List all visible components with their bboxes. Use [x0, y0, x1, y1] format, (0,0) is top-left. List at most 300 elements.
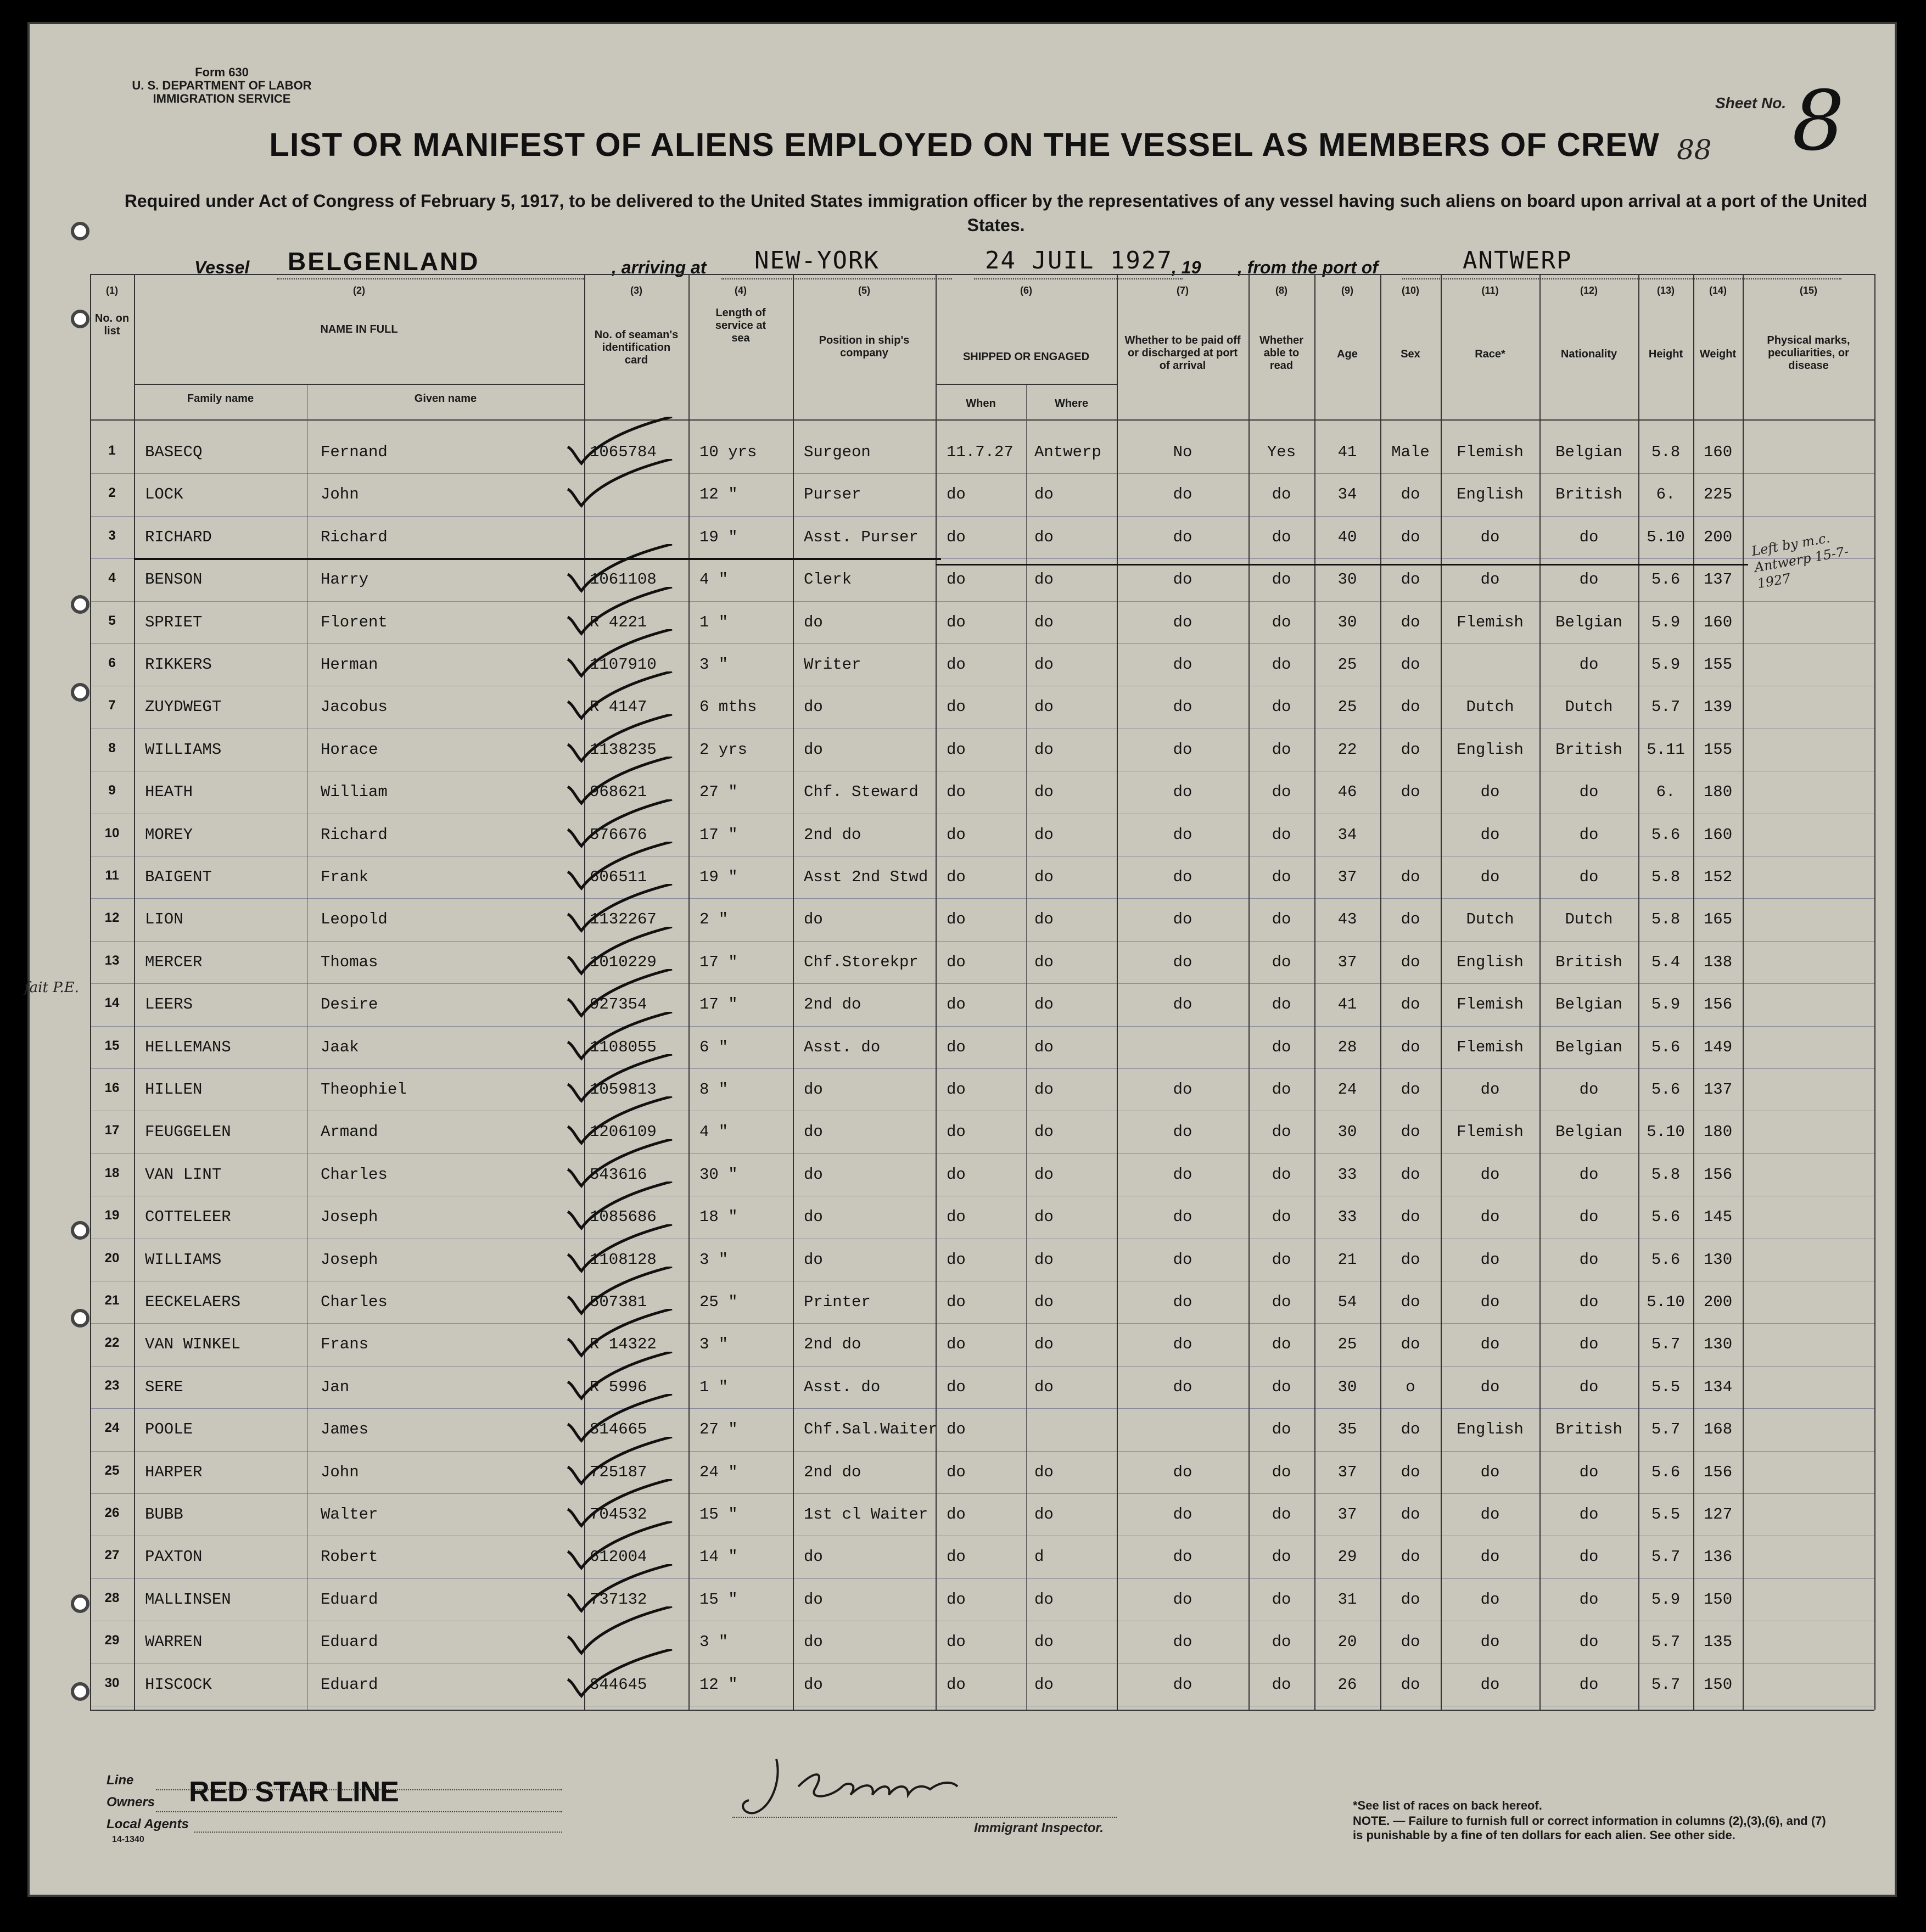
- cell-paid: do: [1173, 1548, 1192, 1566]
- cell-no: 27: [104, 1548, 120, 1563]
- cell-when: do: [947, 783, 966, 802]
- cell-service: 2 yrs: [699, 740, 748, 759]
- cell-position: do: [804, 613, 823, 631]
- cell-where: do: [1034, 825, 1054, 844]
- cell-service: 17 ": [699, 995, 738, 1014]
- cell-race: Dutch: [1466, 698, 1514, 716]
- cell-race: do: [1480, 1080, 1500, 1099]
- cell-height: 5.7: [1651, 1548, 1681, 1566]
- cell-read: do: [1272, 1335, 1291, 1354]
- table-row: [90, 985, 1874, 1028]
- cell-card: 1107910: [590, 656, 657, 674]
- cell-sex: do: [1401, 1038, 1420, 1056]
- cell-given: Frank: [321, 868, 369, 886]
- cell-race: Dutch: [1466, 910, 1514, 929]
- cell-sex: do: [1401, 1208, 1420, 1227]
- cell-when: do: [947, 1038, 966, 1056]
- cell-paid: do: [1173, 1165, 1192, 1184]
- cell-given: Herman: [321, 656, 378, 674]
- cell-service: 27 ": [699, 783, 738, 802]
- cell-nationality: do: [1579, 1335, 1599, 1354]
- header-name-in-full: NAME IN FULL: [320, 323, 398, 335]
- cell-where: do: [1034, 485, 1054, 504]
- cell-height: 5.8: [1651, 868, 1681, 886]
- cell-when: do: [947, 995, 966, 1014]
- cell-age: 41: [1337, 443, 1357, 461]
- cell-no: 9: [108, 783, 116, 798]
- cell-read: do: [1272, 783, 1291, 802]
- header-paid-off: Whether to be paid off or discharged at port of arrival: [1124, 334, 1241, 372]
- cell-where: do: [1034, 1463, 1054, 1481]
- cell-height: 5.7: [1651, 1335, 1681, 1354]
- cell-family: FEUGGELEN: [145, 1123, 231, 1141]
- cell-when: do: [947, 1208, 966, 1227]
- punch-hole: [71, 595, 89, 614]
- cell-card: 725187: [590, 1463, 647, 1481]
- cell-height: 5.6: [1651, 1208, 1681, 1227]
- cell-position: Asst. do: [804, 1377, 881, 1396]
- header-nationality: Nationality: [1560, 348, 1617, 360]
- cell-position: do: [804, 1675, 823, 1694]
- table-row: [90, 1028, 1874, 1071]
- cell-position: do: [804, 1080, 823, 1099]
- cell-race: English: [1457, 1420, 1524, 1439]
- header-card-number: No. of seaman's identification card: [594, 329, 679, 366]
- cell-family: ZUYDWEGT: [145, 698, 222, 716]
- cell-given: Frans: [321, 1335, 369, 1354]
- cell-card: 612004: [590, 1548, 647, 1566]
- cell-height: 5.5: [1651, 1505, 1681, 1524]
- from-port-label: , from the port of: [1238, 257, 1378, 277]
- header-position: Position in ship's company: [819, 334, 910, 359]
- cell-paid: do: [1173, 1377, 1192, 1396]
- cell-weight: 149: [1703, 1038, 1733, 1056]
- punch-hole: [71, 310, 89, 328]
- cell-service: 15 ": [699, 1590, 738, 1609]
- cell-where: do: [1034, 1038, 1054, 1056]
- cell-service: 3 ": [699, 656, 729, 674]
- cell-no: 12: [104, 910, 120, 926]
- cell-nationality: Belgian: [1555, 1123, 1622, 1141]
- cell-sex: do: [1401, 1420, 1420, 1439]
- cell-no: 19: [104, 1208, 120, 1223]
- cell-nationality: do: [1579, 528, 1599, 546]
- cell-read: do: [1272, 656, 1291, 674]
- cell-position: Asst. do: [804, 1038, 881, 1056]
- cell-service: 12 ": [699, 1675, 738, 1694]
- cell-sex: do: [1401, 1463, 1420, 1481]
- cell-service: 4 ": [699, 570, 729, 589]
- cell-given: Leopold: [321, 910, 388, 929]
- cell-race: Flemish: [1457, 995, 1524, 1014]
- cell-given: Thomas: [321, 953, 378, 971]
- cell-where: do: [1034, 1505, 1054, 1524]
- year-label: , 19: [1172, 257, 1201, 277]
- cell-family: LOCK: [145, 485, 183, 504]
- cell-paid: do: [1173, 1208, 1192, 1227]
- cell-where: do: [1034, 1633, 1054, 1651]
- cell-age: 34: [1337, 485, 1357, 504]
- table-row: [90, 688, 1874, 730]
- cell-sex: do: [1401, 783, 1420, 802]
- cell-race: do: [1480, 1377, 1500, 1396]
- cell-paid: do: [1173, 783, 1192, 802]
- cell-no: 29: [104, 1633, 120, 1648]
- cell-when: do: [947, 485, 966, 504]
- local-agents-label: Local Agents: [107, 1817, 189, 1832]
- cell-sex: do: [1401, 740, 1420, 759]
- cell-when: do: [947, 1123, 966, 1141]
- cell-card: 1138235: [590, 740, 657, 759]
- cell-when: do: [947, 1548, 966, 1566]
- cell-where: do: [1034, 1293, 1054, 1311]
- cell-given: Jan: [321, 1377, 350, 1396]
- table-bottom-rule: [90, 1710, 1874, 1711]
- table-row: [90, 858, 1874, 900]
- cell-card: 968621: [590, 783, 647, 802]
- cell-given: Richard: [321, 528, 388, 546]
- cell-service: 19 ": [699, 528, 738, 546]
- cell-age: 37: [1337, 868, 1357, 886]
- table-row: [90, 1368, 1874, 1410]
- header-weight: Weight: [1699, 348, 1737, 360]
- cell-when: do: [947, 1080, 966, 1099]
- sheet-number-label: Sheet No.: [1715, 94, 1787, 111]
- cell-given: Desire: [321, 995, 378, 1014]
- cell-where: do: [1034, 1123, 1054, 1141]
- cell-paid: do: [1173, 1505, 1192, 1524]
- cell-height: 5.6: [1651, 825, 1681, 844]
- cell-family: POOLE: [145, 1420, 193, 1439]
- cell-where: do: [1034, 1675, 1054, 1694]
- department-name: U. S. DEPARTMENT OF LABOR: [132, 79, 312, 92]
- cell-age: 20: [1337, 1633, 1357, 1651]
- cell-weight: 156: [1703, 1463, 1733, 1481]
- punch-hole: [71, 1309, 89, 1328]
- cell-race: English: [1457, 953, 1524, 971]
- row3-strike-line-2: [936, 564, 1748, 565]
- header-height: Height: [1648, 348, 1683, 360]
- cell-age: 41: [1337, 995, 1357, 1014]
- cell-height: 5.6: [1651, 1038, 1681, 1056]
- cell-sex: do: [1401, 1080, 1420, 1099]
- punch-hole: [71, 1594, 89, 1613]
- header-bottom-rule: [90, 419, 1874, 421]
- table-row: [90, 518, 1874, 561]
- cell-card: 704532: [590, 1505, 647, 1524]
- cell-where: do: [1034, 1080, 1054, 1099]
- cell-when: do: [947, 570, 966, 589]
- cell-paid: do: [1173, 868, 1192, 886]
- cell-read: do: [1272, 995, 1291, 1014]
- cell-sex: do: [1401, 570, 1420, 589]
- cell-sex: do: [1401, 656, 1420, 674]
- cell-age: 37: [1337, 953, 1357, 971]
- cell-age: 30: [1337, 1123, 1357, 1141]
- cell-nationality: do: [1579, 783, 1599, 802]
- cell-sex: do: [1401, 953, 1420, 971]
- cell-weight: 139: [1703, 698, 1733, 716]
- cell-height: 5.8: [1651, 910, 1681, 929]
- cell-read: do: [1272, 613, 1291, 631]
- cell-age: 33: [1337, 1208, 1357, 1227]
- cell-age: 25: [1337, 1335, 1357, 1354]
- cell-when: 11.7.27: [947, 443, 1014, 461]
- cell-nationality: do: [1579, 1165, 1599, 1184]
- cell-given: James: [321, 1420, 369, 1439]
- cell-weight: 156: [1703, 995, 1733, 1014]
- cell-family: BAIGENT: [145, 868, 212, 886]
- cell-read: do: [1272, 910, 1291, 929]
- cell-position: do: [804, 1208, 823, 1227]
- cell-family: VAN WINKEL: [145, 1335, 241, 1354]
- cell-height: 5.6: [1651, 570, 1681, 589]
- cell-weight: 150: [1703, 1590, 1733, 1609]
- cell-race: Flemish: [1457, 443, 1524, 461]
- cell-no: 16: [104, 1080, 120, 1095]
- cell-nationality: do: [1579, 1590, 1599, 1609]
- cell-given: Theophiel: [321, 1080, 407, 1099]
- cell-where: do: [1034, 1165, 1054, 1184]
- cell-where: do: [1034, 868, 1054, 886]
- cell-no: 23: [104, 1377, 120, 1393]
- cell-card: R 4147: [590, 698, 647, 716]
- cell-position: 1st cl Waiter: [804, 1505, 928, 1524]
- cell-family: PAXTON: [145, 1548, 203, 1566]
- cell-nationality: do: [1579, 1250, 1599, 1269]
- cell-read: do: [1272, 953, 1291, 971]
- cell-age: 24: [1337, 1080, 1357, 1099]
- cell-race: do: [1480, 868, 1500, 886]
- cell-service: 25 ": [699, 1293, 738, 1311]
- cell-service: 8 ": [699, 1080, 729, 1099]
- cell-nationality: do: [1579, 868, 1599, 886]
- cell-family: BENSON: [145, 570, 203, 589]
- cell-height: 6.: [1656, 485, 1676, 504]
- arriving-label: , arriving at: [612, 257, 707, 277]
- punch-hole: [71, 1221, 89, 1240]
- cell-weight: 136: [1703, 1548, 1733, 1566]
- cell-when: do: [947, 1250, 966, 1269]
- cell-sex: do: [1401, 1165, 1420, 1184]
- cell-paid: do: [1173, 698, 1192, 716]
- cell-where: do: [1034, 1250, 1054, 1269]
- cell-no: 4: [108, 570, 116, 586]
- cell-sex: do: [1401, 1123, 1420, 1141]
- cell-no: 17: [104, 1123, 120, 1138]
- cell-race: do: [1480, 1590, 1500, 1609]
- cell-read: do: [1272, 868, 1291, 886]
- cell-race: do: [1480, 570, 1500, 589]
- cell-position: 2nd do: [804, 825, 861, 844]
- cell-service: 10 yrs: [699, 443, 757, 461]
- cell-read: do: [1272, 1505, 1291, 1524]
- cell-family: RICHARD: [145, 528, 212, 546]
- cell-when: do: [947, 1420, 966, 1439]
- cell-paid: do: [1173, 910, 1192, 929]
- punch-hole: [71, 222, 89, 240]
- cell-paid: do: [1173, 1335, 1192, 1354]
- cell-weight: 130: [1703, 1250, 1733, 1269]
- cell-race: do: [1480, 1633, 1500, 1651]
- cell-nationality: do: [1579, 825, 1599, 844]
- cell-race: do: [1480, 1463, 1500, 1481]
- cell-service: 27 ": [699, 1420, 738, 1439]
- table-row: [90, 1581, 1874, 1623]
- cell-read: do: [1272, 1165, 1291, 1184]
- cell-given: John: [321, 485, 359, 504]
- cell-height: 5.5: [1651, 1377, 1681, 1396]
- cell-age: 37: [1337, 1463, 1357, 1481]
- cell-nationality: do: [1579, 1675, 1599, 1694]
- cell-position: do: [804, 698, 823, 716]
- penalty-note: NOTE. — Failure to furnish full or correct information in columns (2),(3),(6), and (7) is punishable by a fine of ten dollars for each alien. See other side.: [1353, 1814, 1826, 1842]
- cell-nationality: do: [1579, 1548, 1599, 1566]
- cell-given: Fernand: [321, 443, 388, 461]
- cell-weight: 152: [1703, 868, 1733, 886]
- cell-given: Florent: [321, 613, 388, 631]
- owners-underline: [156, 1811, 562, 1812]
- table-row: [90, 1113, 1874, 1155]
- cell-no: 26: [104, 1505, 120, 1520]
- cell-weight: 155: [1703, 740, 1733, 759]
- cell-no: 8: [108, 740, 116, 755]
- cell-given: Charles: [321, 1293, 388, 1311]
- cell-given: Armand: [321, 1123, 378, 1141]
- cell-position: Writer: [804, 656, 861, 674]
- table-row: [90, 1325, 1874, 1368]
- table-row: [90, 1198, 1874, 1240]
- cell-weight: 225: [1703, 485, 1733, 504]
- cell-no: 15: [104, 1038, 120, 1053]
- cell-race: English: [1457, 485, 1524, 504]
- cell-age: 33: [1337, 1165, 1357, 1184]
- inspector-signature: [732, 1748, 1018, 1825]
- cell-when: do: [947, 825, 966, 844]
- cell-height: 5.7: [1651, 1675, 1681, 1694]
- cell-service: 17 ": [699, 825, 738, 844]
- check-mark-icon: [562, 459, 694, 508]
- cell-position: Printer: [804, 1293, 871, 1311]
- cell-read: do: [1272, 1038, 1291, 1056]
- cell-sex: do: [1401, 995, 1420, 1014]
- row3-remark: Left by m.c. Antwerp 15-7-1927: [1750, 530, 1850, 592]
- shipping-line-stamp: RED STAR LINE: [189, 1776, 399, 1808]
- cell-nationality: do: [1579, 570, 1599, 589]
- cell-when: do: [947, 1675, 966, 1694]
- cell-read: do: [1272, 1250, 1291, 1269]
- cell-age: 21: [1337, 1250, 1357, 1269]
- cell-sex: do: [1401, 1250, 1420, 1269]
- cell-when: do: [947, 698, 966, 716]
- cell-no: 21: [104, 1293, 120, 1308]
- document-subtitle: Required under Act of Congress of February 5, 1917, to be delivered to the United States immigration officer by the representatives of any vessel having such aliens on board upon arrival at a port of the United States.: [124, 191, 1868, 235]
- cell-height: 5.10: [1647, 1123, 1685, 1141]
- table-row: [90, 475, 1874, 518]
- cell-weight: 200: [1703, 528, 1733, 546]
- cell-nationality: do: [1579, 656, 1599, 674]
- cell-where: do: [1034, 613, 1054, 631]
- cell-family: WILLIAMS: [145, 1250, 222, 1269]
- table-row: [90, 1071, 1874, 1113]
- cell-read: Yes: [1267, 443, 1296, 461]
- cell-when: do: [947, 740, 966, 759]
- table-row: [90, 433, 1874, 475]
- departure-port: ANTWERP: [1463, 247, 1572, 275]
- cell-height: 5.7: [1651, 698, 1681, 716]
- cell-race: do: [1480, 1675, 1500, 1694]
- cell-read: do: [1272, 1590, 1291, 1609]
- cell-when: do: [947, 1463, 966, 1481]
- cell-weight: 145: [1703, 1208, 1733, 1227]
- cell-where: do: [1034, 656, 1054, 674]
- cell-weight: 127: [1703, 1505, 1733, 1524]
- cell-age: 46: [1337, 783, 1357, 802]
- cell-paid: do: [1173, 1463, 1192, 1481]
- form-header: [101, 66, 343, 105]
- cell-race: do: [1480, 783, 1500, 802]
- cell-card: R 4221: [590, 613, 647, 631]
- cell-race: do: [1480, 528, 1500, 546]
- cell-given: William: [321, 783, 388, 802]
- cell-sex: do: [1401, 698, 1420, 716]
- header-family-name: Family name: [187, 393, 254, 405]
- cell-card: 1132267: [590, 910, 657, 929]
- cell-read: do: [1272, 698, 1291, 716]
- table-row: [90, 1156, 1874, 1198]
- cell-position: Asst. Purser: [804, 528, 919, 546]
- cell-card: R 14322: [590, 1335, 657, 1354]
- cell-family: BASECQ: [145, 443, 203, 461]
- cell-nationality: Belgian: [1555, 613, 1622, 631]
- cell-service: 17 ": [699, 953, 738, 971]
- cell-when: do: [947, 868, 966, 886]
- cell-service: 19 ": [699, 868, 738, 886]
- cell-no: 10: [104, 825, 120, 841]
- cell-when: do: [947, 1377, 966, 1396]
- cell-race: do: [1480, 1165, 1500, 1184]
- cell-age: 26: [1337, 1675, 1357, 1694]
- cell-sex: do: [1401, 910, 1420, 929]
- cell-when: do: [947, 656, 966, 674]
- cell-family: EECKELAERS: [145, 1293, 241, 1311]
- cell-age: 30: [1337, 570, 1357, 589]
- cell-nationality: do: [1579, 1208, 1599, 1227]
- cell-no: 30: [104, 1675, 120, 1690]
- table-row: [90, 1496, 1874, 1538]
- cell-family: HARPER: [145, 1463, 203, 1481]
- cell-paid: No: [1173, 443, 1192, 461]
- cell-age: 54: [1337, 1293, 1357, 1311]
- form-number: Form 630: [195, 65, 249, 79]
- cell-nationality: British: [1555, 953, 1622, 971]
- cell-read: do: [1272, 825, 1291, 844]
- cell-sex: do: [1401, 1590, 1420, 1609]
- arrival-port: NEW-YORK: [754, 247, 880, 275]
- cell-paid: do: [1173, 613, 1192, 631]
- cell-sex: do: [1401, 613, 1420, 631]
- cell-read: do: [1272, 1633, 1291, 1651]
- table-row: [90, 1283, 1874, 1325]
- cell-where: do: [1034, 1208, 1054, 1227]
- cell-height: 5.9: [1651, 656, 1681, 674]
- cell-family: MALLINSEN: [145, 1590, 231, 1609]
- cell-race: do: [1480, 1208, 1500, 1227]
- cell-given: John: [321, 1463, 359, 1481]
- cell-card: 1010229: [590, 953, 657, 971]
- cell-position: Chf. Steward: [804, 783, 919, 802]
- cell-age: 31: [1337, 1590, 1357, 1609]
